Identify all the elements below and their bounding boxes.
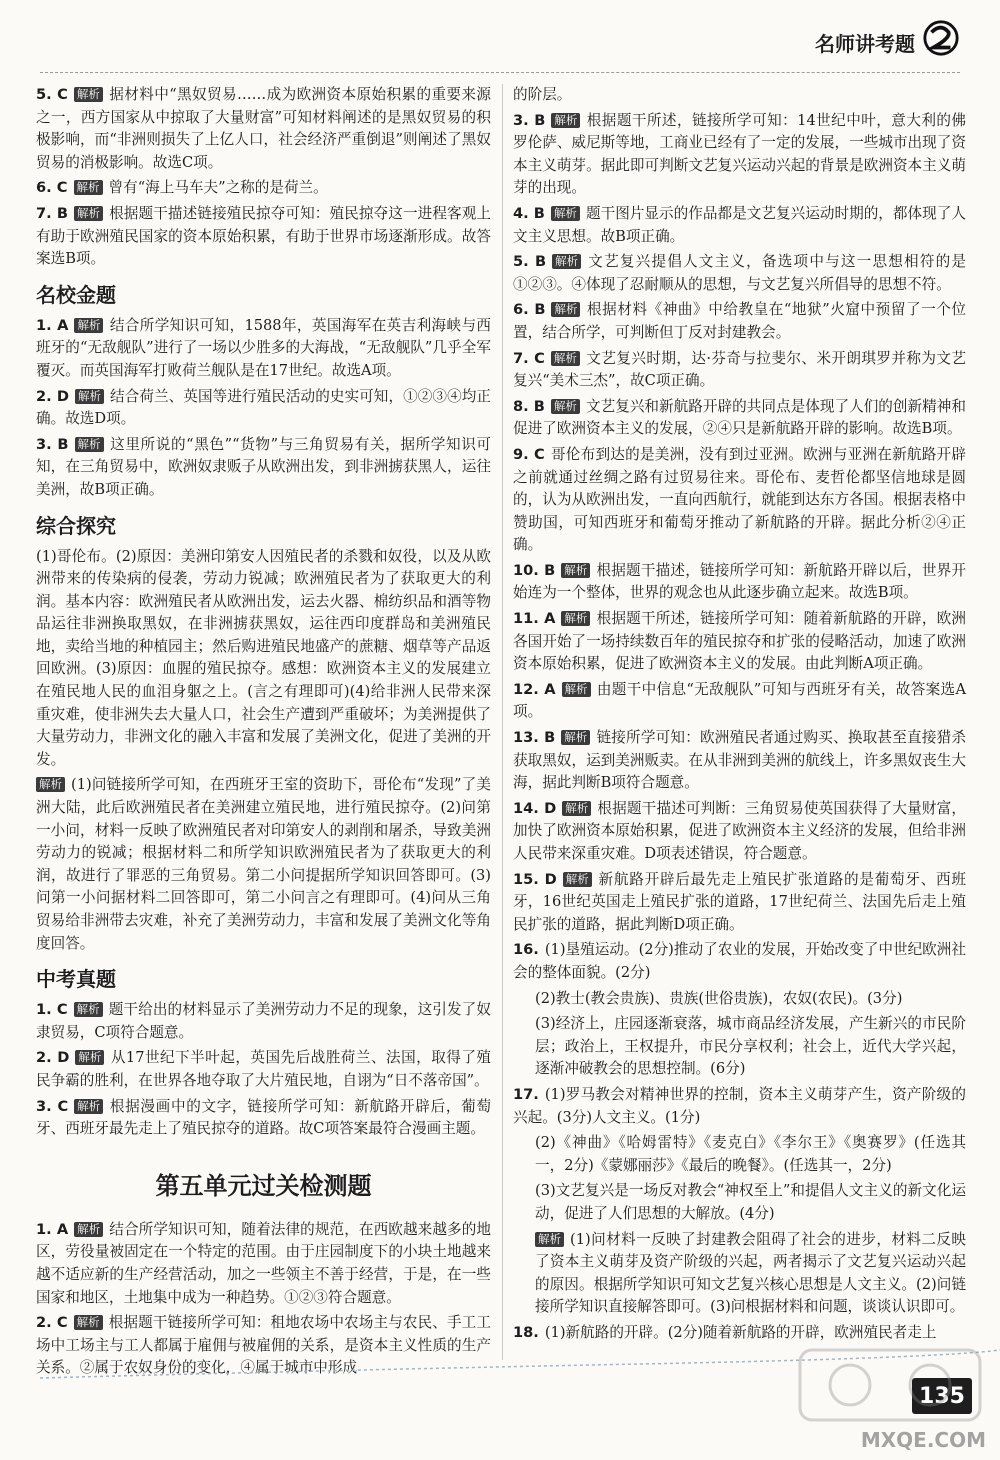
analysis-tag: 解析 [551,302,580,317]
answer-item [513,444,966,557]
question-number: 9. C [513,445,545,463]
answer-text: 根据题干描述链接殖民掠夺可知：殖民掠夺这一进程客观上有助于欧洲殖民国家的资本原始积累，有助于世界市场逐渐形成。故答案选B项。 [36,204,491,268]
answer-text: 题干给出的材料显示了美洲劳动力不足的现象，这引发了奴隶贸易，C项符合题意。 [36,1001,491,1041]
question-number: 12. A [513,680,556,698]
answer-text: 文艺复兴和新航路开辟的共同点是体现了人们的创新精神和促进了欧洲资本主义的发展，②④只是新航路开辟的影响。故选B项。 [513,397,966,438]
question-number: 16. [513,941,539,959]
q17-line-2: (2)《神曲》《哈姆雷特》《麦克白》《李尔王》《奥赛罗》(任选其一，2分)《蒙娜丽莎》《最后的晚餐》。(任选其一，2分) [535,1134,966,1174]
analysis-tag: 解析 [535,1232,564,1247]
header-rule [40,72,960,73]
answer-text: 文艺复兴提倡人文主义，备选项中与这一思想相符的是①②③。④体现了忍耐顺从的思想，与文艺复兴所倡导的思想不符。 [513,253,966,293]
question-number: 6. B [513,301,546,319]
analysis-tag: 解析 [74,180,103,195]
analysis-tag: 解析 [561,563,590,578]
analysis-tag: 解析 [563,872,592,887]
question-number: 6. C [36,179,68,197]
q18-text: (1)新航路的开辟。(2分)随着新航路的开辟，欧洲殖民者走上 [544,1323,937,1341]
brand-logo-icon [922,18,960,58]
question-number: 13. B [513,729,556,747]
answer-text: 根据题干链接所学可知：租地农场中农场主与农民、手工工场中工场主与工人都属于雇佣与被雇佣的关系，是资本主义性质的生产关系。②属于农奴身份的变化，④属于城市中形成 [36,1314,491,1377]
question-number: 11. A [513,610,556,628]
question-number: 10. B [513,561,556,579]
analysis-tag: 解析 [75,437,104,452]
answer-item [513,251,966,296]
analysis-tag: 解析 [74,1222,103,1237]
page-header [0,0,1000,70]
answer-item [36,1219,491,1309]
question-number: 14. D [513,799,557,817]
analysis-tag: 解析 [75,1050,104,1065]
answer-item [513,396,966,441]
answer-text: 根据题干描述，链接所学可知：新航路开辟以后，世界开始连为一个整体，世界的观念也从此逐步确立起来。故选B项。 [513,561,966,602]
answer-paragraph: (1)哥伦布。(2)原因：美洲印第安人因殖民者的杀戮和奴役，以及从欧洲带来的传染病的侵袭，劳动力锐减；欧洲殖民者为了获取更大的利润。基本内容：欧洲殖民者从欧洲出发，运去火器、棉纺织品和酒等物品运往非洲换取黑奴，在非洲掳获黑奴，运往西印度群岛和美洲殖民地，卖给当地的种植园主；然后购进殖民地盛产的蔗糖、烟草等产品返回欧洲。(3)原因：血腥的殖民掠夺。感想：欧洲资本主义的发展建立在殖民地人民的血泪身躯之上。(言之有理即可)(4)给非洲人民带来深重灾难，使非洲失去大量人口，社会生产遭到严重破坏；为美洲提供了大量劳动力，非洲文化的融入丰富和发展了美洲文化，促进了美洲的开发。 [36,547,491,768]
question-number: 5. B [513,253,547,271]
answer-item [36,999,491,1044]
question-number: 3. B [513,111,546,129]
question-number: 2. D [36,387,69,405]
question-number: 18. [513,1323,539,1341]
q17-line-3: (3)文艺复兴是一场反对教会“神权至上”和提倡人文主义的新文化运动，促进了人们思想的大解放。(4分) [535,1182,966,1222]
answer-text: 文艺复兴时期，达·芬奇与拉斐尔、米开朗琪罗并称为文艺复兴“美术三杰”，故C项正确。 [513,349,966,390]
analysis-tag: 解析 [552,254,581,269]
column-divider [502,84,503,1360]
right-column [513,84,966,1347]
question-number: 5. C [36,86,68,103]
watermark-text: MXQE.COM [860,1428,986,1452]
q16-line-1: (1)垦殖运动。(2分)推动了农业的发展，开始改变了中世纪欧洲社会的整体面貌。(2分) [513,941,966,981]
answer-item [513,727,966,795]
header-title: 名师讲考题 [815,32,915,56]
answer-text: 从17世纪下半叶起，英国先后战胜荷兰、法国，取得了殖民争霸的胜利，在世界各地夺取了大片殖民地，自诩为“日不落帝国”。 [36,1049,491,1089]
analysis-tag: 解析 [74,1002,103,1017]
analysis-tag: 解析 [74,206,103,221]
analysis-tag: 解析 [561,730,590,745]
answer-item [513,798,966,866]
answer-text: 结合所学知识可知，随着法律的规范，在西欧越来越多的地区，劳役量被固定在一个特定的范围。由于庄园制度下的小块土地越来越不适应新的生产经营活动，加之一些领主不善于经营，于是，在一些国家和地区，土地集中成为一种趋势。①②③符合题意。 [36,1220,491,1306]
question-17 [513,1084,966,1129]
question-number: 2. C [36,1314,68,1332]
continued-text: 的阶层。 [513,86,572,103]
answer-item [36,1047,491,1092]
answer-text: 由题干中信息“无敌舰队”可知与西班牙有关，故答案选A项。 [513,680,967,721]
answer-text: 新航路开辟后最先走上殖民扩张道路的是葡萄牙、西班牙，16世纪英国走上殖民扩张的道路，17世纪荷兰、法国先后走上殖民扩张的道路，据此判断D项正确。 [513,870,966,933]
analysis-tag: 解析 [74,1315,103,1330]
answer-item [36,1096,491,1141]
question-number: 3. B [36,435,69,453]
answer-item [513,203,966,248]
section-heading: 中考真题 [36,967,116,992]
analysis-tag: 解析 [551,351,580,366]
q17-analysis [513,1229,966,1319]
answer-item [513,348,966,393]
question-number: 1. A [36,1220,69,1238]
analysis-text: (1)问链接所学可知，在西班牙王室的资助下，哥伦布“发现”了美洲大陆，此后欧洲殖民者在美洲建立殖民地，进行殖民掠夺。(2)问第一小问，材料一反映了欧洲殖民者对印第安人的剥削和屠杀，导致美洲劳动力的锐减；根据材料二和所学知识欧洲殖民者为了获取更大的利润，故进行了罪恶的三角贸易。第二小问提据所学知识回答即可。(3)问第一小问据材料二回答即可，第二小问言之有理即可。(4)问从三角贸易给非洲带去灾难，补充了美洲劳动力，丰富和发展了美洲文化等角度回答。 [36,776,491,952]
analysis-tag: 解析 [74,1099,103,1114]
answer-text: 哥伦布到达的是美洲，没有到过亚洲。欧洲与亚洲在新航路开辟之前就通过丝绸之路有过贸易往来。哥伦布、麦哲伦都坚信地球是圆的，认为从欧洲出发，一直向西航行，就能到达东方各国。根据表格中赞助国，可知西班牙和葡萄牙推动了新航路的开辟。据此分析②④正确。 [513,445,966,554]
answer-text: 根据题干描述可判断：三角贸易使英国获得了大量财富，加快了欧洲资本原始积累，促进了欧洲资本主义经济的发展，但给非洲人民带来深重灾难。D项表述错误，符合题意。 [513,799,966,862]
q16-line-3: (3)经济上，庄园逐渐衰落，城市商品经济发展，产生新兴的市民阶层；政治上，王权提升，市民分享权利；社会上，近代大学兴起，逐渐冲破教会的思想控制。(6分) [535,1015,966,1078]
analysis-tag: 解析 [561,611,590,626]
analysis-tag: 解析 [562,682,591,697]
analysis-tag: 解析 [551,113,580,128]
section-heading: 综合探究 [36,513,116,538]
answer-text: 链接所学可知：欧洲殖民者通过购买、换取甚至直接猎杀获取黑奴，运到美洲贩卖。在从非洲到美洲的航线上，许多黑奴丧生大海，据此判断B项符合题意。 [513,729,966,792]
unit-title: 第五单元过关检测题 [155,1171,372,1200]
answer-text: 结合荷兰、英国等进行殖民活动的史实可知，①②③④均正确。故选D项。 [36,387,491,428]
answer-item [513,869,966,937]
question-number: 15. D [513,870,557,888]
analysis-paragraph [36,774,491,955]
question-number: 1. C [36,1001,68,1019]
answer-text: 根据题干所述，链接所学可知：14世纪中叶，意大利的佛罗伦萨、威尼斯等地，工商业已经有了一定的发展，一些城市出现了资本主义萌芽。据此即可判断文艺复兴运动兴起的背景是欧洲资本主义萌芽的出现。 [513,111,966,197]
answer-item [513,679,966,724]
answer-text: 曾有“海上马车夫”之称的是荷兰。 [108,179,328,197]
question-number: 7. B [36,204,69,222]
q17-line-1: (1)罗马教会对精神世界的控制，资本主义萌芽产生，资产阶级的兴起。(3分)人文主义。(1分) [513,1085,966,1126]
analysis-tag: 解析 [75,389,104,404]
question-number: 7. C [513,349,545,367]
analysis-tag: 解析 [74,87,103,102]
answer-item [36,203,491,271]
question-number: 17. [513,1085,539,1103]
answer-text: 题干图片显示的作品都是文艺复兴运动时期的，都体现了人文主义思想。故B项正确。 [513,204,966,245]
answer-item [36,315,491,383]
question-16 [513,939,966,984]
answer-item [513,608,966,676]
analysis-tag: 解析 [562,801,591,816]
answer-text: 这里所说的“黑色”“货物”与三角贸易有关，据所学知识可知，在三角贸易中，欧洲奴隶贩子从欧洲出发，到非洲掳获黑人，运往美洲，故B项正确。 [36,435,491,498]
analysis-tag: 解析 [36,777,65,792]
answer-text: 根据题干所述，链接所学可知：随着新航路的开辟，欧洲各国开始了一场持续数百年的殖民掠夺和扩张的侵略活动，加速了欧洲资本原始积累，促进了欧洲资本主义的发展。由此判断A项正确。 [513,610,966,673]
answer-item [36,84,491,174]
answer-item [513,299,966,344]
answer-text: 根据材料《神曲》中给教皇在“地狱”火窟中预留了一个位置，结合所学，可判断但丁反对封建教会。 [513,301,966,341]
answer-item [36,386,491,431]
answer-item [36,434,491,502]
q17-analysis-text: (1)问材料一反映了封建教会阻碍了社会的进步，材料二反映了资本主义萌芽及资产阶级的兴起，两者揭示了文艺复兴运动兴起的原因。根据所学知识可知文艺复兴核心思想是人文主义。(2)问链接所学知识直接解答即可。(3)问根据材料和问题，谈谈认识即可。 [535,1230,966,1316]
analysis-tag: 解析 [74,318,103,333]
section-heading: 名校金题 [36,282,116,307]
answer-text: 据材料中“黑奴贸易……成为欧洲资本原始积累的重要来源之一，西方国家从中掠取了大量财富”可知材料阐述的是黑奴贸易的积极影响，而“非洲则损失了上亿人口，社会经济严重倒退”则阐述了黑奴贸易的消极影响。故选C项。 [36,86,491,171]
question-number: 2. D [36,1049,70,1067]
analysis-tag: 解析 [551,399,580,414]
question-number: 4. B [513,204,545,222]
answer-item [36,177,491,200]
left-column [36,84,491,1383]
answer-item [513,110,966,200]
answer-text: 结合所学知识可知，1588年，英国海军在英吉利海峡与西班牙的“无敌舰队”进行了一场以少胜多的大海战，“无敌舰队”几乎全军覆灭。而英国海军打败荷兰舰队是在17世纪。故选A项。 [36,316,491,379]
question-number: 8. B [513,397,545,415]
answer-item [513,560,966,605]
analysis-tag: 解析 [551,206,580,221]
q16-line-2: (2)教士(教会贵族)、贵族(世俗贵族)，农奴(农民)。(3分) [535,989,903,1007]
answer-text: 根据漫画中的文字，链接所学可知：新航路开辟后，葡萄牙、西班牙最先走上了殖民掠夺的道路。故C项答案最符合漫画主题。 [36,1097,491,1138]
question-number: 3. C [36,1097,69,1115]
page-number: 135 [912,1378,972,1414]
question-number: 1. A [36,316,69,334]
